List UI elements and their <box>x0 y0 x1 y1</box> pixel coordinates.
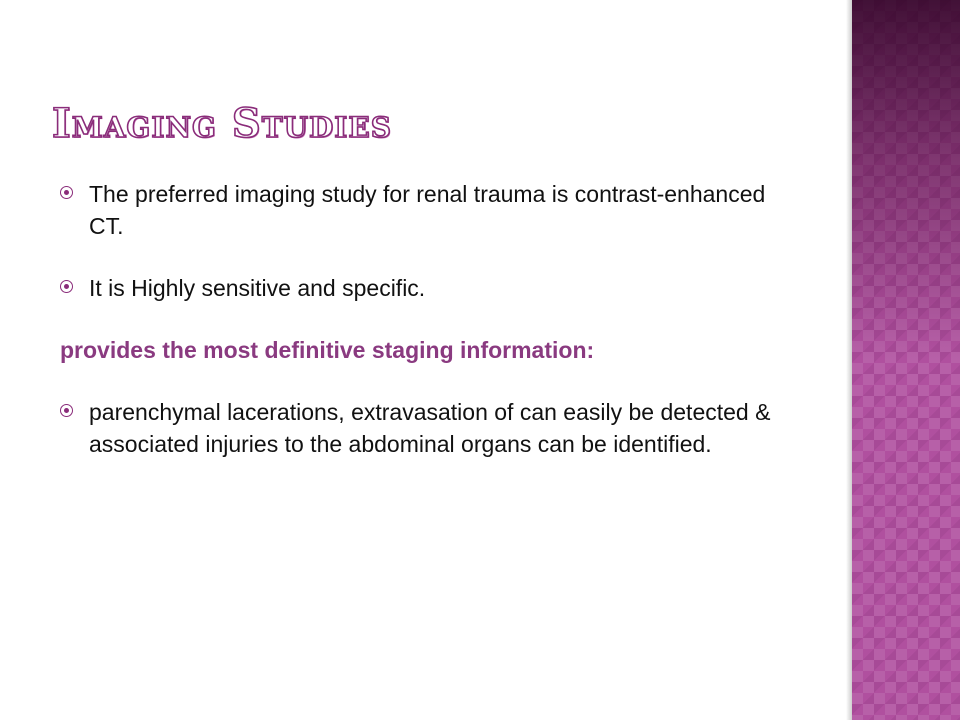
slide-content <box>60 178 780 460</box>
bullet-item-2 <box>60 272 780 304</box>
decorative-side-band <box>852 0 960 720</box>
staging-subheading: provides the most definitive staging information: <box>60 337 595 363</box>
bullet-text-3: parenchymal lacerations, extravasation of can easily be detected & associated injuries to the abdominal organs can be identified. <box>89 399 771 457</box>
bullet-item-3 <box>60 396 780 460</box>
bullet-item-1 <box>60 178 780 242</box>
slide-title: Imaging Studies <box>52 100 392 147</box>
bullet-circle-icon <box>60 186 73 199</box>
bullet-circle-icon <box>60 280 73 293</box>
bullet-text-1: The preferred imaging study for renal trauma is contrast-enhanced CT. <box>89 181 766 239</box>
bullet-circle-icon <box>60 404 73 417</box>
bullet-text-2: It is Highly sensitive and specific. <box>89 275 426 301</box>
